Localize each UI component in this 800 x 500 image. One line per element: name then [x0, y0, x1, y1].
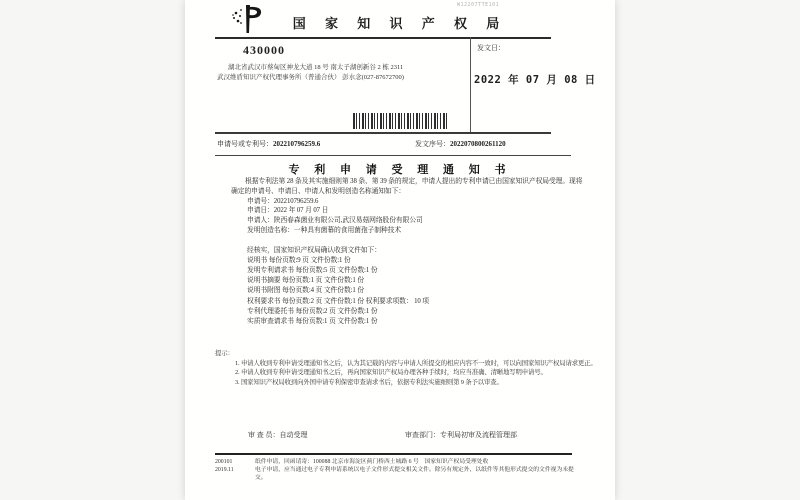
document-item: 实质审查请求书 每份页数:1 页 文件份数:1 份: [247, 318, 378, 326]
examiner-value: 自动受理: [279, 431, 308, 439]
serial-number: 2022070800261120: [450, 140, 506, 148]
document-item: 专利代理委托书 每份页数:2 页 文件份数:1 份: [247, 308, 378, 316]
footer-text: 纸件申请，回函请寄：100088 北京市海淀区蓟门桥西土城路 6 号 国家知识产权局受理处收: [255, 459, 489, 465]
confirmation-line: 经核实，国家知识产权局确认收到文件如下：: [247, 246, 381, 254]
department: [405, 430, 517, 440]
note-item: 3. 国家知识产权局收到向外国申请专利保密审查请求书后，依据专利法实施细则第 9 条予以审查。: [235, 378, 503, 386]
dispatch-date-label: 发文日：: [477, 44, 505, 52]
form-code: 200101: [215, 459, 233, 465]
department-value: 专利局初审及流程管理部: [440, 431, 517, 439]
application-number: 202210796259.6: [273, 140, 321, 148]
notes-section: [215, 349, 597, 387]
application-number-label: 申请号或专利号：: [217, 140, 273, 148]
examiner-label: 审 查 员：: [248, 431, 280, 439]
footer: [215, 458, 585, 482]
intro-paragraph: 根据专利法第 28 条及其实施细则第 38 条、第 39 条的规定，申请人提出的专利申请已由国家知识产权局受理。现将确定的申请号、申请日、申请人和发明创造名称通知如下：: [231, 178, 583, 195]
document-code: W12207TTE101: [457, 2, 500, 8]
footer-rule: [215, 453, 572, 455]
note-item: 2. 申请人收到专利申请受理通知书之后，再向国家知识产权局办理各种手续时，均应当准确、清晰地写明申请号。: [235, 369, 547, 376]
department-label: 审查部门：: [405, 431, 440, 439]
document-item: 说明书附图 每份页数:4 页 文件份数:1 份: [247, 287, 365, 295]
field-invention-title: 发明创造名称：一种具有菌幕的食用菌孢子制种技术: [247, 226, 402, 234]
document-item: 发明专利请求书 每份页数:5 页 文件份数:1 份: [247, 266, 378, 274]
recipient-address: [217, 63, 467, 83]
vertical-divider: [470, 37, 471, 133]
notes-heading: 提示：: [215, 350, 234, 357]
address-line-1: 湖北省武汉市蔡甸区神龙大道 18 号 南太子湖创新谷 2 栋 2311: [228, 64, 404, 71]
reference-row: [217, 139, 585, 149]
serial-number-label: 发文序号：: [415, 140, 450, 148]
examiner: [248, 430, 308, 440]
footer-text: 电子申请，应当通过电子专利申请系统以电子文件形式提交相关文件。除另有规定外，以纸件等其他形式提交的文件视为未提交。: [255, 467, 574, 481]
dispatch-date-value: 2022 年 07 月 08 日: [474, 74, 596, 86]
document-item: 说明书 每份页数:9 页 文件份数:1 份: [247, 256, 351, 264]
divider-rule: [215, 132, 551, 134]
address-line-2: 武汉维盾知识产权代理事务所（普通合伙） 彭水念(027-87672700): [217, 74, 404, 81]
barcode: [353, 113, 449, 129]
footer-row: [215, 466, 585, 482]
footer-row: [215, 458, 585, 466]
serial-wrap: [415, 139, 506, 149]
notice-title: 专 利 申 请 受 理 通 知 书: [288, 164, 512, 176]
patent-notice-page: [185, 0, 615, 500]
document-item: 权利要求书 每份页数:2 页 文件份数:1 份 权利要求项数： 10 项: [247, 297, 429, 305]
notice-body: [231, 177, 583, 328]
form-date: 2019.11: [215, 467, 234, 473]
field-application-date: 申请日：2022 年 07 月 07 日: [247, 207, 329, 215]
document-item: 说明书摘要 每份页数:1 页 文件份数:1 份: [247, 277, 365, 285]
note-item: 1. 申请人收到专利申请受理通知书之后，认为其记载的内容与申请人所提交的相应内容不一致时，可以向国家知识产权局请求更正。: [235, 359, 597, 367]
divider-rule-2: [215, 155, 571, 156]
field-applicant: 申请人：陕西春森菌业有限公司,武汉易菇网络股份有限公司: [247, 217, 423, 225]
field-application-number: 申请号：202210796259.6: [247, 197, 319, 205]
header-rule: [215, 37, 551, 39]
agency-title: 国 家 知 识 产 权 局: [292, 16, 508, 31]
postal-code: 430000: [243, 43, 285, 57]
